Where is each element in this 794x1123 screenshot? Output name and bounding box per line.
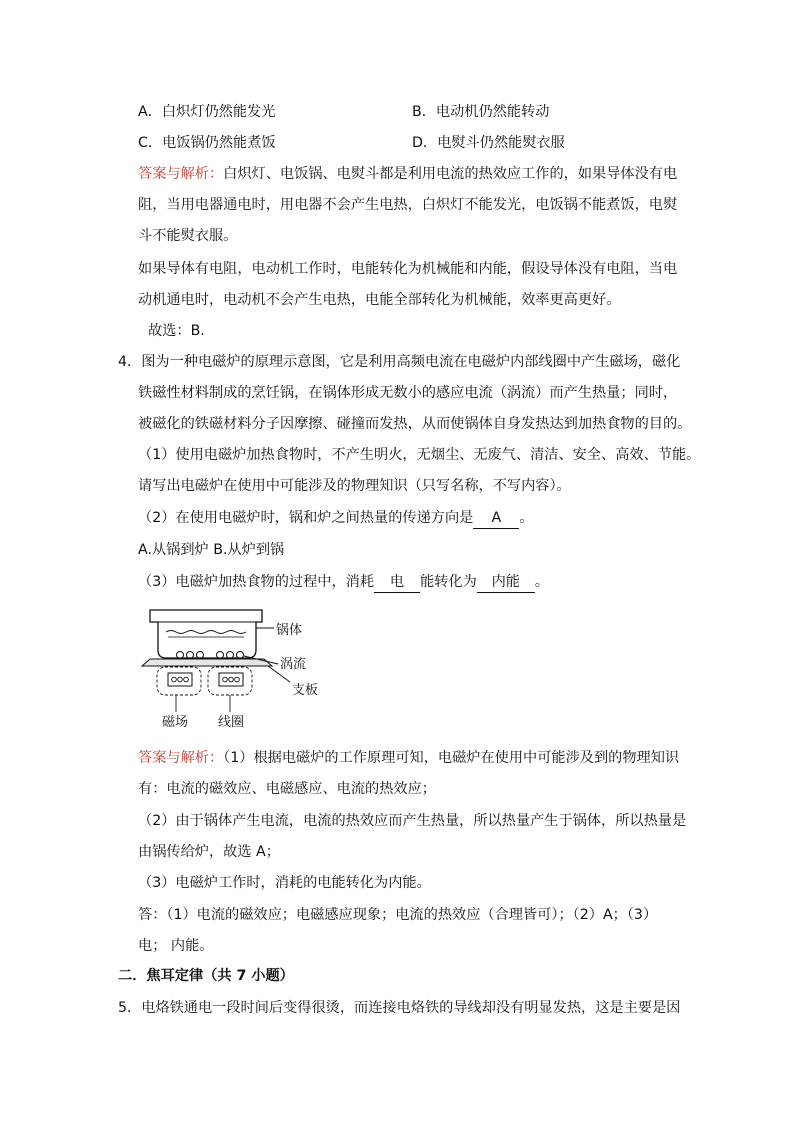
q4-answer-line-7: 电； 内能。 bbox=[138, 938, 214, 954]
answer-tag: 答案与解析： bbox=[138, 750, 224, 766]
option-c: C．电饭锅仍然能煮饭 bbox=[138, 135, 276, 151]
option-b: B．电动机仍然能转动 bbox=[412, 104, 550, 120]
label-pot: 锅体 bbox=[276, 623, 303, 638]
support-plate bbox=[142, 659, 272, 666]
q3-answer-line-6: 故选：B. bbox=[148, 323, 205, 339]
pot-outline bbox=[150, 610, 262, 658]
q4-part2-options: A.从锅到炉 B.从炉到锅 bbox=[138, 542, 285, 558]
label-eddy: 涡流 bbox=[280, 657, 307, 672]
q4-line-3: 被磁化的铁磁材料分子因摩擦、碰撞而发热，从而使锅体自身发热达到加热食物的目的。 bbox=[138, 416, 692, 432]
label-plate: 支板 bbox=[292, 683, 319, 698]
label-coil: 线圈 bbox=[218, 715, 245, 730]
section-title: 二．焦耳定律（共 7 小题） bbox=[118, 968, 294, 984]
q3-answer-line-3: 斗不能熨衣服。 bbox=[138, 228, 238, 244]
q5-line-1: 5．电烙铁通电一段时间后变得很烫，而连接电烙铁的导线却没有明显发热，这是主要是因 bbox=[118, 1000, 681, 1016]
q4-answer-line-5: （3）电磁炉工作时，消耗的电能转化为内能。 bbox=[138, 875, 431, 891]
q4-part3: （3）电磁炉加热食物的过程中，消耗 电 能转化为 内能 。 bbox=[138, 572, 549, 593]
q3-answer-line-4: 如果导体有电阻，电动机工作时，电能转化为机械能和内能，假设导体没有电阻，当电 bbox=[138, 261, 678, 277]
option-a: A．白炽灯仍然能发光 bbox=[138, 104, 276, 120]
water-surface bbox=[166, 631, 246, 634]
q4-answer-line-3: （2）由于锅体产生电流，电流的热效应而产生热量，所以热量产生于锅体，所以热量是 bbox=[138, 813, 687, 829]
q4-answer-line-2: 有：电流的磁效应、电磁感应、电流的热效应； bbox=[138, 781, 436, 797]
option-d: D．电熨斗仍然能熨衣服 bbox=[412, 135, 565, 151]
q4-part2: （2）在使用电磁炉时，锅和炉之间热量的传递方向是 A 。 bbox=[138, 508, 534, 529]
q4-part3-blank-1: 电 bbox=[374, 572, 420, 593]
q3-answer-line-1: 答案与解析：白炽灯、电饭锅、电熨斗都是利用电流的热效应工作的，如果导体没有电 bbox=[138, 166, 678, 182]
q4-part1-line-2: 请写出电磁炉在使用中可能涉及的物理知识（只写名称，不写内容）。 bbox=[138, 478, 571, 494]
q4-answer-line-6: 答：（1）电流的磁效应；电磁感应现象；电流的热效应（合理皆可）；（2）A；（3） bbox=[138, 907, 658, 923]
q4-part1-line-1: （1）使用电磁炉加热食物时，不产生明火，无烟尘、无废气、清洁、安全、高效、节能。 bbox=[138, 447, 701, 463]
answer-tag: 答案与解析： bbox=[138, 166, 224, 182]
q4-answer-line-1: 答案与解析：（1）根据电磁炉的工作原理可知，电磁炉在使用中可能涉及到的物理知识 bbox=[138, 750, 680, 766]
q4-line-2: 铁磁性材料制成的烹饪锅，在锅体形成无数小的感应电流（涡流）而产生热量；同时， bbox=[138, 385, 678, 401]
label-field: 磁场 bbox=[162, 715, 189, 730]
q4-part2-blank: A bbox=[473, 508, 519, 529]
q4-answer-line-4: 由锅传给炉，故选 A； bbox=[138, 844, 280, 860]
q4-line-1: 4．图为一种电磁炉的原理示意图，它是利用高频电流在电磁炉内部线圈中产生磁场，磁化 bbox=[118, 354, 681, 370]
q3-answer-line-5: 动机通电时，电动机不会产生电热，电能全部转化为机械能，效率更高更好。 bbox=[138, 292, 621, 308]
induction-cooker-diagram bbox=[140, 604, 340, 734]
q4-part3-blank-2: 内能 bbox=[477, 572, 535, 593]
q3-answer-line-2: 阻，当用电器通电时，用电器不会产生电热，白炽灯不能发光，电饭锅不能煮饭，电熨 bbox=[138, 197, 678, 213]
